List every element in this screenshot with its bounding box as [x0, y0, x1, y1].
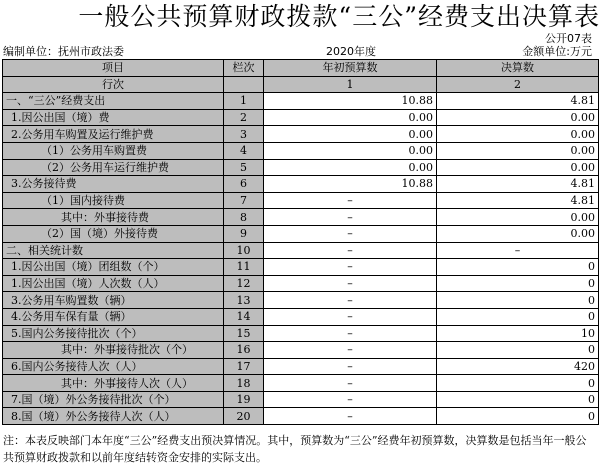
- row-item: 2.公务用车购置及运行维护费: [3, 126, 224, 143]
- row-budget: –: [264, 209, 437, 226]
- row-item: 6.国内公务接待人次（人）: [3, 358, 224, 375]
- row-actual: 0: [437, 375, 599, 392]
- row-budget: –: [264, 292, 437, 309]
- row-budget: –: [264, 325, 437, 342]
- row-budget: –: [264, 192, 437, 209]
- row-item: 其中：外事接待人次（人）: [3, 375, 224, 392]
- table-row: [3, 242, 599, 259]
- row-actual: 4.81: [437, 93, 599, 110]
- subheader-item: 行次: [3, 76, 224, 93]
- row-seq: 12: [224, 275, 264, 292]
- row-budget: –: [264, 375, 437, 392]
- expenditure-table: [2, 59, 599, 425]
- row-budget: –: [264, 242, 437, 259]
- row-budget: –: [264, 391, 437, 408]
- row-seq: 8: [224, 209, 264, 226]
- row-seq: 14: [224, 308, 264, 325]
- row-item: 其中：外事接待批次（个）: [3, 342, 224, 359]
- row-item: 3.公务接待费: [3, 176, 224, 193]
- row-item: （1）国内接待费: [3, 192, 224, 209]
- row-actual: 420: [437, 358, 599, 375]
- row-budget: 0.00: [264, 126, 437, 143]
- table-row: [3, 259, 599, 276]
- table-subheader-row: [3, 76, 599, 93]
- row-item: 其中：外事接待费: [3, 209, 224, 226]
- table-row: [3, 275, 599, 292]
- row-actual: 0: [437, 342, 599, 359]
- row-item: （2）国（境）外接待费: [3, 225, 224, 242]
- header-item: 项目: [3, 60, 224, 77]
- table-row: [3, 176, 599, 193]
- row-item: 1.因公出国（境）人次数（人）: [3, 275, 224, 292]
- row-budget: 10.88: [264, 93, 437, 110]
- row-actual: 0.00: [437, 142, 599, 159]
- table-row: [3, 375, 599, 392]
- compiling-unit: 编制单位：抚州市政法委: [3, 45, 124, 58]
- row-budget: –: [264, 358, 437, 375]
- row-budget: 0.00: [264, 109, 437, 126]
- report-meta: [0, 43, 600, 58]
- row-seq: 19: [224, 391, 264, 408]
- header-seq: 栏次: [224, 60, 264, 77]
- row-actual: 0: [437, 408, 599, 425]
- row-actual: 0.00: [437, 225, 599, 242]
- table-row: [3, 408, 599, 425]
- row-actual: 0.00: [437, 126, 599, 143]
- subheader-seq: [224, 76, 264, 93]
- row-item: 4.公务用车保有量（辆）: [3, 308, 224, 325]
- row-budget: –: [264, 275, 437, 292]
- row-seq: 18: [224, 375, 264, 392]
- row-actual: 0: [437, 308, 599, 325]
- table-row: [3, 126, 599, 143]
- row-item: 1.因公出国（境）团组数（个）: [3, 259, 224, 276]
- row-seq: 9: [224, 225, 264, 242]
- row-seq: 3: [224, 126, 264, 143]
- row-actual: 0: [437, 292, 599, 309]
- row-budget: –: [264, 308, 437, 325]
- report-year: 2020年度: [326, 45, 376, 58]
- table-row: [3, 159, 599, 176]
- row-seq: 17: [224, 358, 264, 375]
- row-seq: 7: [224, 192, 264, 209]
- row-seq: 4: [224, 142, 264, 159]
- row-actual: 10: [437, 325, 599, 342]
- row-budget: –: [264, 225, 437, 242]
- table-row: [3, 93, 599, 110]
- row-budget: 10.88: [264, 176, 437, 193]
- row-seq: 13: [224, 292, 264, 309]
- row-actual: 0: [437, 259, 599, 276]
- row-item: 1.因公出国（境）费: [3, 109, 224, 126]
- header-budget: 年初预算数: [264, 60, 437, 77]
- row-item: （2）公务用车运行维护费: [3, 159, 224, 176]
- row-item: 一、“三公”经费支出: [3, 93, 224, 110]
- table-row: [3, 308, 599, 325]
- report-title: 一般公共预算财政拨款“三公”经费支出决算表: [78, 2, 600, 31]
- table-row: [3, 142, 599, 159]
- table-header-row: [3, 60, 599, 77]
- row-actual: 4.81: [437, 192, 599, 209]
- table-row: [3, 358, 599, 375]
- subheader-budget-col: 1: [264, 76, 437, 93]
- form-number: 公开07表: [545, 32, 592, 45]
- row-item: （1）公务用车购置费: [3, 142, 224, 159]
- row-item: 3.公务用车购置数（辆）: [3, 292, 224, 309]
- table-row: [3, 225, 599, 242]
- row-actual: 4.81: [437, 176, 599, 193]
- row-budget: –: [264, 408, 437, 425]
- row-item: 8.国（境）外公务接待人次（人）: [3, 408, 224, 425]
- row-seq: 1: [224, 93, 264, 110]
- table-row: [3, 342, 599, 359]
- row-actual: –: [437, 242, 599, 259]
- row-seq: 10: [224, 242, 264, 259]
- subheader-actual-col: 2: [437, 76, 599, 93]
- table-row: [3, 325, 599, 342]
- table-row: [3, 209, 599, 226]
- row-budget: –: [264, 342, 437, 359]
- table-row: [3, 109, 599, 126]
- row-item: 二、相关统计数: [3, 242, 224, 259]
- row-item: 5.国内公务接待批次（个）: [3, 325, 224, 342]
- row-seq: 11: [224, 259, 264, 276]
- amount-unit: 金额单位:万元: [522, 45, 592, 58]
- row-actual: 0: [437, 275, 599, 292]
- row-actual: 0.00: [437, 159, 599, 176]
- row-seq: 6: [224, 176, 264, 193]
- row-seq: 15: [224, 325, 264, 342]
- row-seq: 16: [224, 342, 264, 359]
- row-actual: 0.00: [437, 109, 599, 126]
- table-row: [3, 391, 599, 408]
- row-item: 7.国（境）外公务接待批次（个）: [3, 391, 224, 408]
- row-budget: –: [264, 259, 437, 276]
- row-actual: 0: [437, 391, 599, 408]
- row-actual: 0.00: [437, 209, 599, 226]
- table-row: [3, 192, 599, 209]
- row-budget: 0.00: [264, 159, 437, 176]
- row-budget: 0.00: [264, 142, 437, 159]
- row-seq: 5: [224, 159, 264, 176]
- row-seq: 20: [224, 408, 264, 425]
- table-note: 注：本表反映部门本年度“三公”经费支出预决算情况。其中，预算数为“三公”经费年初预算数，决算数是包括当年一般公共预算财政拨款和以前年度结转资金安排的实际支出。: [3, 434, 587, 464]
- row-seq: 2: [224, 109, 264, 126]
- header-actual: 决算数: [437, 60, 599, 77]
- table-row: [3, 292, 599, 309]
